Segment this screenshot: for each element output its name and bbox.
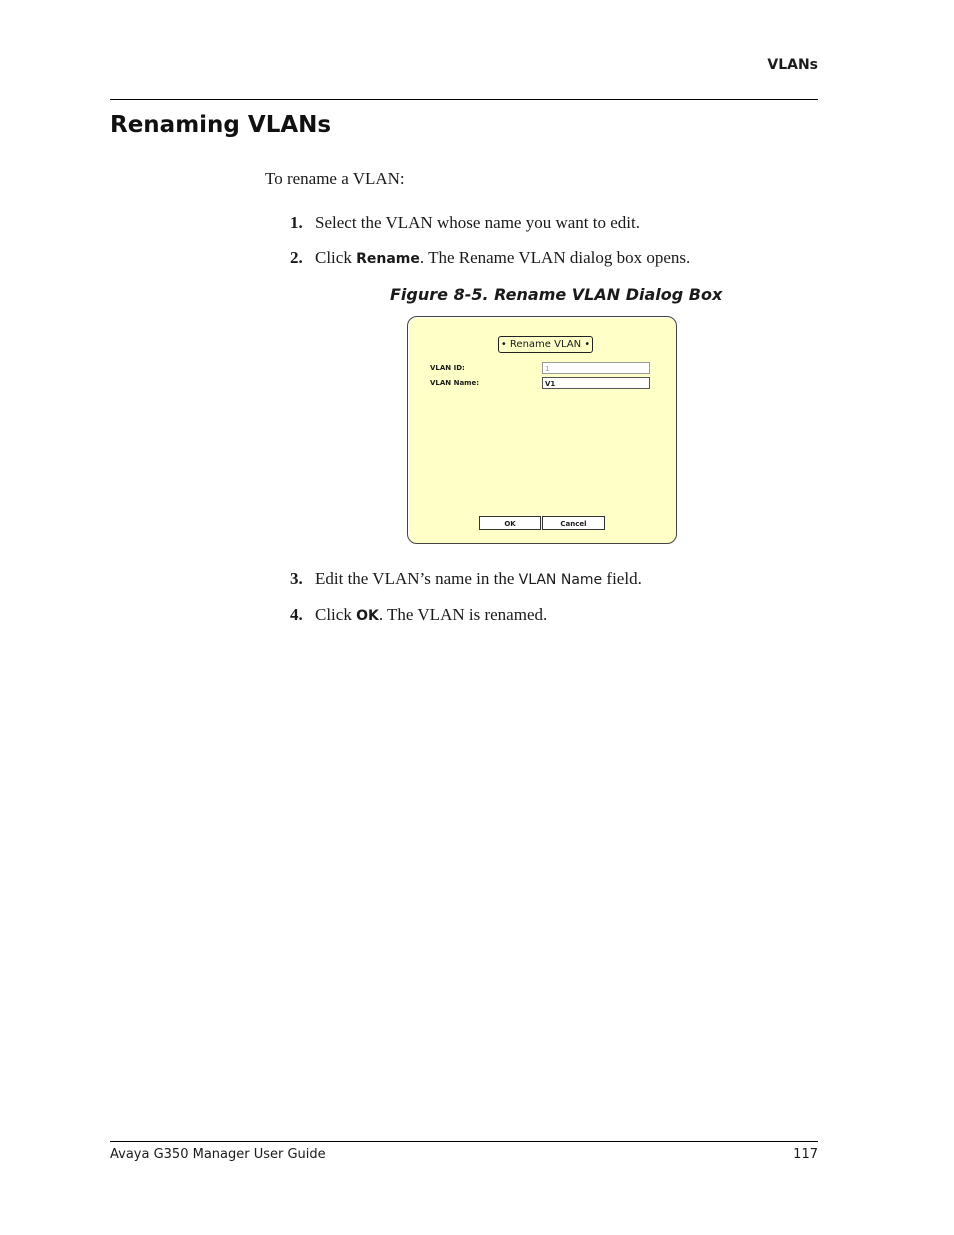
step-text: Click [315,605,357,624]
ok-button[interactable]: OK [479,516,541,530]
dialog-title-text: Rename VLAN [509,339,582,350]
step-1 [290,213,640,233]
step-text: Click [315,248,357,267]
running-header: VLANs [767,57,818,73]
step-number: 1. [290,213,303,232]
vlan-id-field: 1 [542,362,650,374]
step-number: 4. [290,605,303,624]
vlan-name-label: VLAN Name: [430,379,480,387]
ui-term-vlan-name: VLAN Name [518,572,603,588]
figure-caption: Figure 8-5. Rename VLAN Dialog Box [390,285,723,304]
footer-guide-title: Avaya G350 Manager User Guide [110,1147,326,1162]
section-title: Renaming VLANs [110,112,332,138]
rename-vlan-dialog [407,316,677,544]
step-3 [290,569,642,589]
vlan-name-field[interactable]: V1 [542,377,650,389]
header-rule [110,99,818,100]
step-number: 2. [290,248,303,267]
footer-rule [110,1141,818,1142]
title-bullet-icon: • [584,339,591,350]
intro-text: To rename a VLAN: [265,169,405,188]
step-text: field. [602,569,642,588]
dialog-title [498,336,593,353]
step-2 [290,248,690,268]
ui-term-rename: Rename [356,251,420,267]
title-bullet-icon: • [500,339,507,350]
footer-page-number: 117 [793,1147,818,1162]
step-text: . The Rename VLAN dialog box opens. [419,248,691,267]
step-text: . The VLAN is renamed. [378,605,548,624]
step-number: 3. [290,569,303,588]
step-4 [290,605,547,625]
step-text: Edit the VLAN’s name in the [315,569,519,588]
vlan-id-label: VLAN ID: [430,364,465,372]
ui-term-ok: OK [356,608,379,624]
step-text: Select the VLAN whose name you want to edit. [315,213,640,232]
cancel-button[interactable]: Cancel [542,516,605,530]
